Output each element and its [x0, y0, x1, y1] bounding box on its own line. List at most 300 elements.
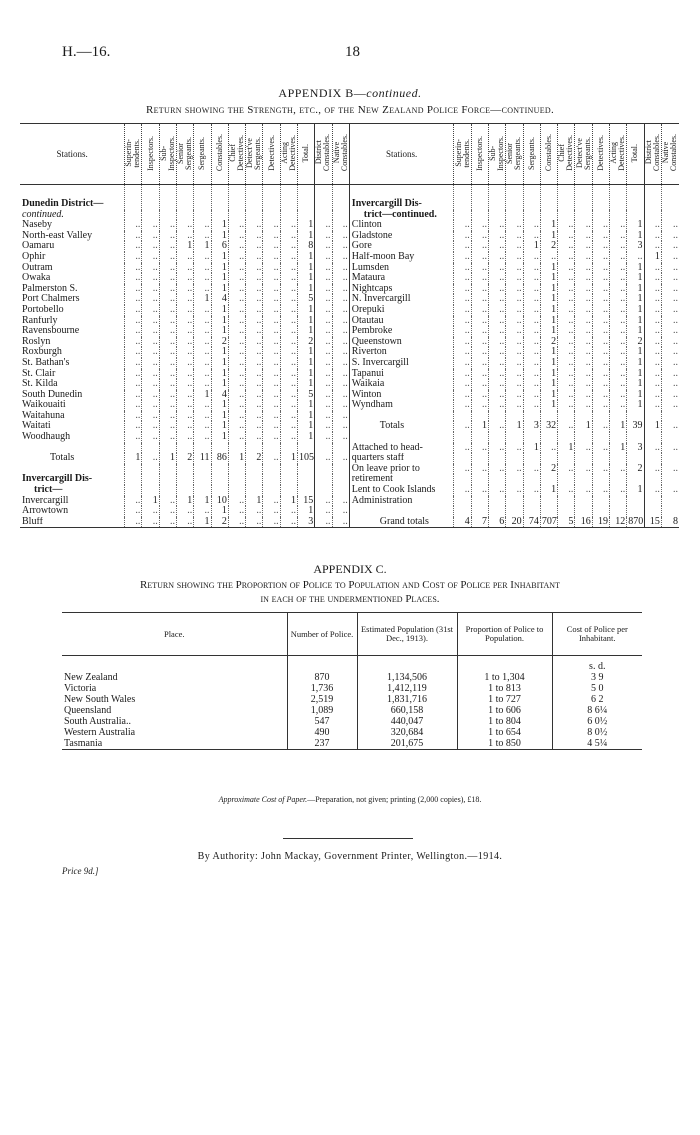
right-cell	[627, 432, 644, 443]
left-cell: ..	[176, 252, 193, 263]
table-row	[62, 727, 642, 738]
left-cell: ..	[194, 411, 211, 422]
col-header-3: Proportion of Police to Population.	[457, 613, 552, 656]
right-cell: ..	[609, 369, 626, 380]
right-cell: ..	[523, 326, 540, 337]
left-cell	[176, 474, 193, 485]
right-cell: ..	[609, 379, 626, 390]
left-cell: ..	[125, 294, 142, 305]
police-strength-table	[20, 123, 679, 528]
left-cell	[297, 210, 314, 221]
right-cell: 1	[540, 390, 557, 401]
right-cell: ..	[575, 390, 592, 401]
left-cell: ..	[246, 231, 263, 242]
left-cell: ..	[125, 337, 142, 348]
left-station-name: Waitahuna	[22, 410, 65, 421]
left-cell: ..	[280, 231, 297, 242]
table-row	[20, 231, 679, 242]
left-cell	[228, 464, 245, 475]
left-cell	[142, 474, 159, 485]
left-cell: 5	[297, 390, 314, 401]
left-cell	[228, 210, 245, 221]
right-cell: ..	[661, 347, 679, 358]
left-station-name: Portobello	[22, 304, 64, 315]
left-cell	[142, 443, 159, 454]
left-cell: ..	[142, 517, 159, 528]
right-cell: ..	[609, 358, 626, 369]
right-cell: 2	[540, 464, 557, 475]
left-cell: ..	[142, 453, 159, 464]
right-cell: ..	[558, 326, 575, 337]
right-cell: ..	[471, 273, 488, 284]
appendix-b-subtitle: Return showing the Strength, etc., of the New Zealand Police Force—continued.	[145, 104, 555, 116]
right-cell	[609, 432, 626, 443]
right-cell	[506, 411, 523, 422]
right-cell: ..	[609, 284, 626, 295]
right-cell: ..	[661, 421, 679, 432]
left-cell: 1	[297, 284, 314, 295]
left-cell: ..	[142, 316, 159, 327]
left-cell: ..	[246, 379, 263, 390]
left-cell	[125, 443, 142, 454]
left-cell: 1	[211, 305, 228, 316]
right-cell: 1	[540, 263, 557, 274]
left-cell: ..	[246, 252, 263, 263]
col-header-text: Native Constables.	[661, 134, 679, 172]
right-cell: ..	[644, 284, 661, 295]
col-header-text: Constables.	[543, 134, 553, 172]
left-cell	[228, 485, 245, 496]
right-cell: 1	[558, 443, 575, 454]
left-col-header-12	[315, 124, 332, 185]
left-station-name: Ravensbourne	[22, 326, 80, 337]
right-cell	[575, 496, 592, 507]
right-cell: 1	[523, 443, 540, 454]
left-cell: ..	[228, 432, 245, 443]
left-cell: ..	[228, 347, 245, 358]
right-cell	[523, 496, 540, 507]
right-cell: 7	[471, 517, 488, 528]
left-station-name: trict—	[34, 485, 63, 496]
right-cell: ..	[506, 263, 523, 274]
left-cell: ..	[125, 347, 142, 358]
right-cell: ..	[592, 347, 609, 358]
right-cell: 1	[540, 231, 557, 242]
series-number: H.—16.	[62, 44, 111, 60]
left-cell: ..	[228, 379, 245, 390]
right-cell: ..	[506, 400, 523, 411]
left-cell: ..	[228, 411, 245, 422]
left-cell	[159, 443, 176, 454]
left-cell: ..	[159, 326, 176, 337]
right-cell: ..	[575, 305, 592, 316]
left-cell: ..	[228, 263, 245, 274]
right-cell: ..	[558, 316, 575, 327]
left-cell: ..	[246, 369, 263, 380]
left-cell: ..	[228, 273, 245, 284]
right-cell: ..	[609, 390, 626, 401]
right-cell: ..	[471, 379, 488, 390]
right-cell: ..	[489, 390, 506, 401]
right-cell: ..	[471, 326, 488, 337]
right-cell	[489, 506, 506, 517]
left-cell: ..	[176, 220, 193, 231]
right-cell: ..	[506, 443, 523, 454]
right-cell	[661, 185, 679, 210]
right-cell: ..	[592, 400, 609, 411]
left-cell: ..	[142, 252, 159, 263]
right-cell: 32	[540, 421, 557, 432]
left-cell: 1	[176, 241, 193, 252]
left-cell: ..	[246, 358, 263, 369]
left-cell	[246, 443, 263, 454]
table-row	[20, 379, 679, 390]
right-cell: ..	[609, 220, 626, 231]
right-cell	[661, 506, 679, 517]
right-cell: ..	[489, 337, 506, 348]
left-cell: ..	[176, 379, 193, 390]
left-cell: ..	[194, 506, 211, 517]
left-station-name: St. Bathan's	[22, 357, 70, 368]
right-cell: ..	[506, 379, 523, 390]
right-cell: 1	[627, 305, 644, 316]
left-cell: 1	[246, 496, 263, 507]
right-cell: ..	[471, 400, 488, 411]
left-cell	[332, 185, 349, 210]
left-cell: ..	[194, 316, 211, 327]
right-cell: 1	[627, 379, 644, 390]
right-cell: ..	[592, 464, 609, 475]
left-cell: 1	[297, 421, 314, 432]
right-cell	[592, 453, 609, 464]
col-header-text: Superin- tendents.	[453, 138, 471, 168]
left-cell: ..	[332, 241, 349, 252]
left-cell: ..	[125, 241, 142, 252]
cell-place: New Zealand	[64, 672, 118, 683]
left-cell: ..	[228, 231, 245, 242]
right-station-name: retirement	[349, 474, 454, 485]
right-cell: ..	[471, 485, 488, 496]
left-cell	[315, 474, 332, 485]
table-row	[20, 220, 679, 231]
right-cell: ..	[644, 347, 661, 358]
left-station-name: Roxburgh	[22, 347, 62, 358]
right-cell: 1	[540, 294, 557, 305]
left-cell	[297, 464, 314, 475]
right-cell: ..	[471, 337, 488, 348]
left-cell: ..	[263, 517, 280, 528]
left-col-header-1	[125, 124, 142, 185]
right-cell: ..	[558, 421, 575, 432]
left-cell	[315, 185, 332, 210]
left-cell: ..	[315, 432, 332, 443]
right-cell: 4	[454, 517, 471, 528]
right-cell	[592, 506, 609, 517]
right-station-name: Totals	[349, 421, 454, 432]
cell-proportion: 1 to 1,304	[457, 672, 552, 683]
left-cell: 1	[280, 496, 297, 507]
left-cell: 10	[211, 496, 228, 507]
left-col-header-11	[297, 124, 314, 185]
left-station-name: Waikouaiti	[22, 400, 66, 411]
left-cell: ..	[263, 273, 280, 284]
left-cell: 3	[297, 517, 314, 528]
right-cell: ..	[454, 421, 471, 432]
left-cell: ..	[332, 432, 349, 443]
left-cell	[246, 474, 263, 485]
right-cell	[575, 210, 592, 221]
left-cell: ..	[159, 273, 176, 284]
left-cell: ..	[263, 358, 280, 369]
right-cell: 1	[609, 421, 626, 432]
right-cell: ..	[454, 220, 471, 231]
right-cell: ..	[558, 347, 575, 358]
right-cell: ..	[558, 294, 575, 305]
right-cell: 8	[661, 517, 679, 528]
left-cell: 1	[211, 421, 228, 432]
appendix-b-title-text: APPENDIX B—	[278, 86, 367, 100]
right-cell: ..	[575, 485, 592, 496]
right-cell	[540, 453, 557, 464]
col-header-text: Total.	[630, 143, 640, 163]
right-cell	[644, 506, 661, 517]
right-cell: ..	[592, 337, 609, 348]
right-cell	[540, 210, 557, 221]
left-cell: ..	[194, 273, 211, 284]
left-cell: 1	[194, 294, 211, 305]
left-cell: ..	[246, 241, 263, 252]
right-cell: ..	[454, 485, 471, 496]
right-cell: ..	[575, 464, 592, 475]
right-cell: ..	[609, 400, 626, 411]
right-cell: ..	[661, 390, 679, 401]
right-cell: ..	[454, 337, 471, 348]
left-cell: ..	[159, 294, 176, 305]
left-cell: ..	[159, 369, 176, 380]
right-cell: 1	[540, 485, 557, 496]
right-cell: ..	[489, 347, 506, 358]
left-cell: ..	[159, 421, 176, 432]
left-cell	[142, 464, 159, 475]
right-cell: ..	[575, 379, 592, 390]
right-cell: ..	[471, 252, 488, 263]
left-cell: ..	[280, 316, 297, 327]
right-cell: ..	[558, 369, 575, 380]
right-cell: ..	[575, 252, 592, 263]
left-cell: ..	[263, 379, 280, 390]
left-cell: ..	[176, 517, 193, 528]
right-cell: ..	[575, 273, 592, 284]
right-cell	[506, 453, 523, 464]
right-cell: ..	[644, 326, 661, 337]
right-cell	[575, 185, 592, 210]
appendix-b-title	[0, 86, 700, 101]
left-cell: ..	[142, 284, 159, 295]
right-cell: ..	[523, 358, 540, 369]
left-cell: ..	[194, 400, 211, 411]
table-row	[20, 432, 679, 443]
right-cell	[523, 185, 540, 210]
right-station-name: Attached to head-	[349, 443, 454, 454]
right-cell	[609, 185, 626, 210]
left-cell: 5	[297, 294, 314, 305]
left-cell	[142, 210, 159, 221]
right-cell: ..	[575, 231, 592, 242]
cell-population: 440,047	[357, 716, 457, 727]
right-station-name: Queenstown	[349, 337, 454, 348]
right-cell: ..	[575, 347, 592, 358]
spacer-cell	[357, 656, 457, 673]
right-station-name: Lumsden	[349, 263, 454, 274]
left-cell	[228, 443, 245, 454]
right-cell	[540, 496, 557, 507]
left-cell: ..	[263, 263, 280, 274]
right-cell: ..	[471, 284, 488, 295]
right-cell: ..	[523, 337, 540, 348]
left-cell: ..	[315, 411, 332, 422]
left-cell: 2	[246, 453, 263, 464]
left-cell: ..	[280, 421, 297, 432]
col-header-text: Sergeants.	[526, 136, 536, 170]
left-station-name	[20, 464, 125, 475]
right-station-name: Half-moon Bay	[349, 252, 454, 263]
right-cell	[454, 432, 471, 443]
left-cell: ..	[228, 284, 245, 295]
left-cell	[263, 464, 280, 475]
right-cell: ..	[609, 316, 626, 327]
right-cell: 3	[627, 443, 644, 454]
right-cell: ..	[489, 485, 506, 496]
right-cell	[627, 506, 644, 517]
left-station-name: Bluff	[20, 517, 125, 528]
right-cell: ..	[506, 337, 523, 348]
left-cell: ..	[194, 263, 211, 274]
right-cell: ..	[558, 464, 575, 475]
right-cell	[454, 210, 471, 221]
left-cell: 1	[125, 453, 142, 464]
cell-police: 2,519	[287, 694, 357, 705]
right-cell: ..	[506, 305, 523, 316]
right-cell	[661, 411, 679, 422]
left-cell	[194, 443, 211, 454]
left-cell: ..	[315, 358, 332, 369]
right-cell: ..	[575, 294, 592, 305]
col-header-text: Native Constables.	[331, 134, 349, 172]
left-cell: ..	[159, 231, 176, 242]
left-cell: ..	[332, 305, 349, 316]
left-col-header-13	[332, 124, 349, 185]
left-cell: 1	[211, 369, 228, 380]
right-cell	[558, 432, 575, 443]
right-cell: ..	[644, 273, 661, 284]
left-cell: ..	[142, 506, 159, 517]
right-cell	[644, 432, 661, 443]
left-cell: ..	[263, 241, 280, 252]
right-cell: 1	[627, 390, 644, 401]
right-cell: ..	[506, 369, 523, 380]
cell-proportion: 1 to 654	[457, 727, 552, 738]
police-proportion-table	[62, 612, 642, 750]
left-cell: ..	[125, 432, 142, 443]
right-cell	[627, 411, 644, 422]
right-cell	[592, 185, 609, 210]
table-row	[20, 358, 679, 369]
right-cell: ..	[523, 284, 540, 295]
right-cell: ..	[454, 305, 471, 316]
right-cell: ..	[506, 252, 523, 263]
left-cell: ..	[263, 421, 280, 432]
left-cell: ..	[315, 220, 332, 231]
right-cell: ..	[558, 284, 575, 295]
right-cell	[540, 411, 557, 422]
right-col-header-7	[558, 124, 575, 185]
right-cell: ..	[489, 358, 506, 369]
right-cell: 1	[627, 485, 644, 496]
left-cell: ..	[142, 432, 159, 443]
right-cell: ..	[592, 421, 609, 432]
left-cell: ..	[246, 421, 263, 432]
right-cell: ..	[489, 369, 506, 380]
left-col-header-8	[246, 124, 263, 185]
right-cell	[644, 496, 661, 507]
right-cell: ..	[506, 231, 523, 242]
left-cell: ..	[142, 369, 159, 380]
right-cell: 1	[540, 369, 557, 380]
right-cell: ..	[454, 326, 471, 337]
left-cell: ..	[176, 294, 193, 305]
left-cell: 1	[297, 231, 314, 242]
right-cell	[644, 185, 661, 210]
left-cell	[263, 474, 280, 485]
left-cell: 1	[194, 241, 211, 252]
left-cell: ..	[280, 284, 297, 295]
right-station-name: Riverton	[349, 347, 454, 358]
right-station-name: Otautau	[349, 316, 454, 327]
right-cell	[489, 185, 506, 210]
right-cell: ..	[454, 263, 471, 274]
left-cell: 1	[211, 358, 228, 369]
right-cell: 16	[575, 517, 592, 528]
left-cell	[263, 210, 280, 221]
left-cell	[125, 210, 142, 221]
left-cell: ..	[332, 316, 349, 327]
right-cell: ..	[489, 443, 506, 454]
left-station-name: Totals	[50, 453, 75, 464]
left-cell: 1	[297, 347, 314, 358]
right-cell: ..	[592, 273, 609, 284]
right-cell: 1	[540, 273, 557, 284]
right-cell: ..	[592, 241, 609, 252]
right-cell	[592, 411, 609, 422]
col-header-text: Chief Detectives.	[557, 135, 575, 171]
right-cell	[471, 453, 488, 464]
left-cell: ..	[246, 337, 263, 348]
left-cell	[211, 443, 228, 454]
right-station-name	[349, 411, 454, 422]
cell-cost: 3 9	[552, 672, 642, 683]
table-row	[20, 305, 679, 316]
left-cell: ..	[176, 263, 193, 274]
right-cell: ..	[661, 241, 679, 252]
table-row	[62, 672, 642, 683]
right-cell: ..	[489, 252, 506, 263]
right-cell: ..	[661, 294, 679, 305]
left-cell: 1	[297, 369, 314, 380]
left-cell: ..	[263, 369, 280, 380]
left-cell: ..	[315, 421, 332, 432]
right-cell: 3	[627, 241, 644, 252]
col-header-text: Total.	[301, 143, 311, 163]
